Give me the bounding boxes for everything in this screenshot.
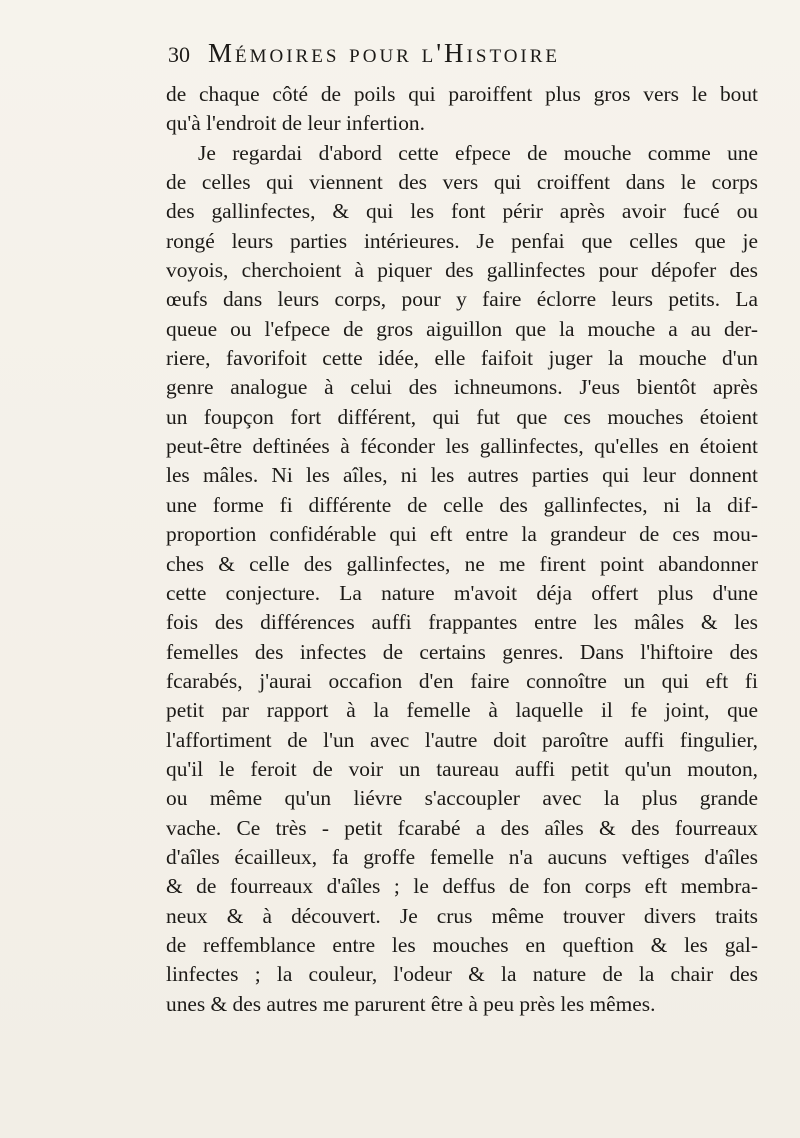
text-line: voyois, cherchoient à piquer des gallinfectes pour dépofer des — [166, 258, 758, 283]
text-line: peut-être deftinées à féconder les gallinfectes, qu'elles en étoient — [166, 434, 758, 459]
text-line: un foupçon fort différent, qui fut que ces mouches étoient — [166, 404, 758, 429]
text-line: une forme fi différente de celle des gallinfectes, ni la dif- — [166, 492, 758, 517]
text-line: cette conjecture. La nature m'avoit déja offert plus d'une — [166, 580, 758, 605]
text-line: & de fourreaux d'aîles ; le deffus de fon corps eft membra- — [166, 874, 758, 899]
text-line: petit par rapport à la femelle à laquelle il fe joint, que — [166, 698, 758, 723]
text-line: les mâles. Ni les aîles, ni les autres parties qui leur donnent — [166, 463, 758, 488]
text-line: proportion confidérable qui eft entre la grandeur de ces mou- — [166, 522, 758, 547]
text-line: de chaque côté de poils qui paroiffent plus gros vers le bout — [166, 82, 758, 106]
text-line: œufs dans leurs corps, pour y faire éclorre leurs petits. La — [166, 287, 758, 312]
text-line: femelles des infectes de certains genres. Dans l'hiftoire des — [166, 639, 758, 664]
text-line: vache. Ce très - petit fcarabé a des aîles & des fourreaux — [166, 815, 758, 840]
text-line: de reffemblance entre les mouches en queftion & les gal- — [166, 932, 758, 957]
text-line: des gallinfectes, & qui les font périr après avoir fucé ou — [166, 199, 758, 224]
body-text — [166, 80, 758, 1019]
text-line: fcarabés, j'aurai occafion d'en faire connoître un qui eft fi — [166, 668, 758, 693]
text-line: fois des différences auffi frappantes entre les mâles & les — [166, 610, 758, 635]
text-line: genre analogue à celui des ichneumons. J'eus bientôt après — [166, 375, 758, 400]
text-line: linfectes ; la couleur, l'odeur & la nature de la chair des — [166, 962, 758, 987]
running-head: Mémoires pour l'Histoire — [208, 38, 561, 68]
text-line: unes & des autres me parurent être à peu près les mêmes. — [166, 991, 656, 1016]
text-line: qu'il le feroit de voir un taureau auffi petit qu'un mouton, — [166, 756, 758, 781]
text-line: ches & celle des gallinfectes, ne me firent point abandonner — [166, 551, 758, 576]
text-line: queue ou l'efpece de gros aiguillon que la mouche a au der- — [166, 316, 758, 341]
text-line: riere, favorifoit cette idée, elle faifoit juger la mouche d'un — [166, 346, 758, 371]
text-line: rongé leurs parties intérieures. Je penfai que celles que je — [166, 228, 758, 253]
text-line: d'aîles écailleux, fa groffe femelle n'a aucuns veftiges d'aîles — [166, 844, 758, 869]
paragraph-start-line: Je regardai d'abord cette efpece de mouche comme une — [198, 140, 758, 165]
text-line: l'affortiment de l'un avec l'autre doit paroître auffi fingulier, — [166, 727, 758, 752]
text-line: neux & à découvert. Je crus même trouver divers traits — [166, 903, 758, 928]
text-line: qu'à l'endroit de leur infertion. — [166, 111, 425, 136]
text-line: ou même qu'un liévre s'accoupler avec la plus grande — [166, 786, 758, 811]
page-header — [168, 38, 668, 74]
text-line: de celles qui viennent des vers qui croiffent dans le corps — [166, 170, 758, 195]
page-number: 30 — [168, 42, 190, 67]
